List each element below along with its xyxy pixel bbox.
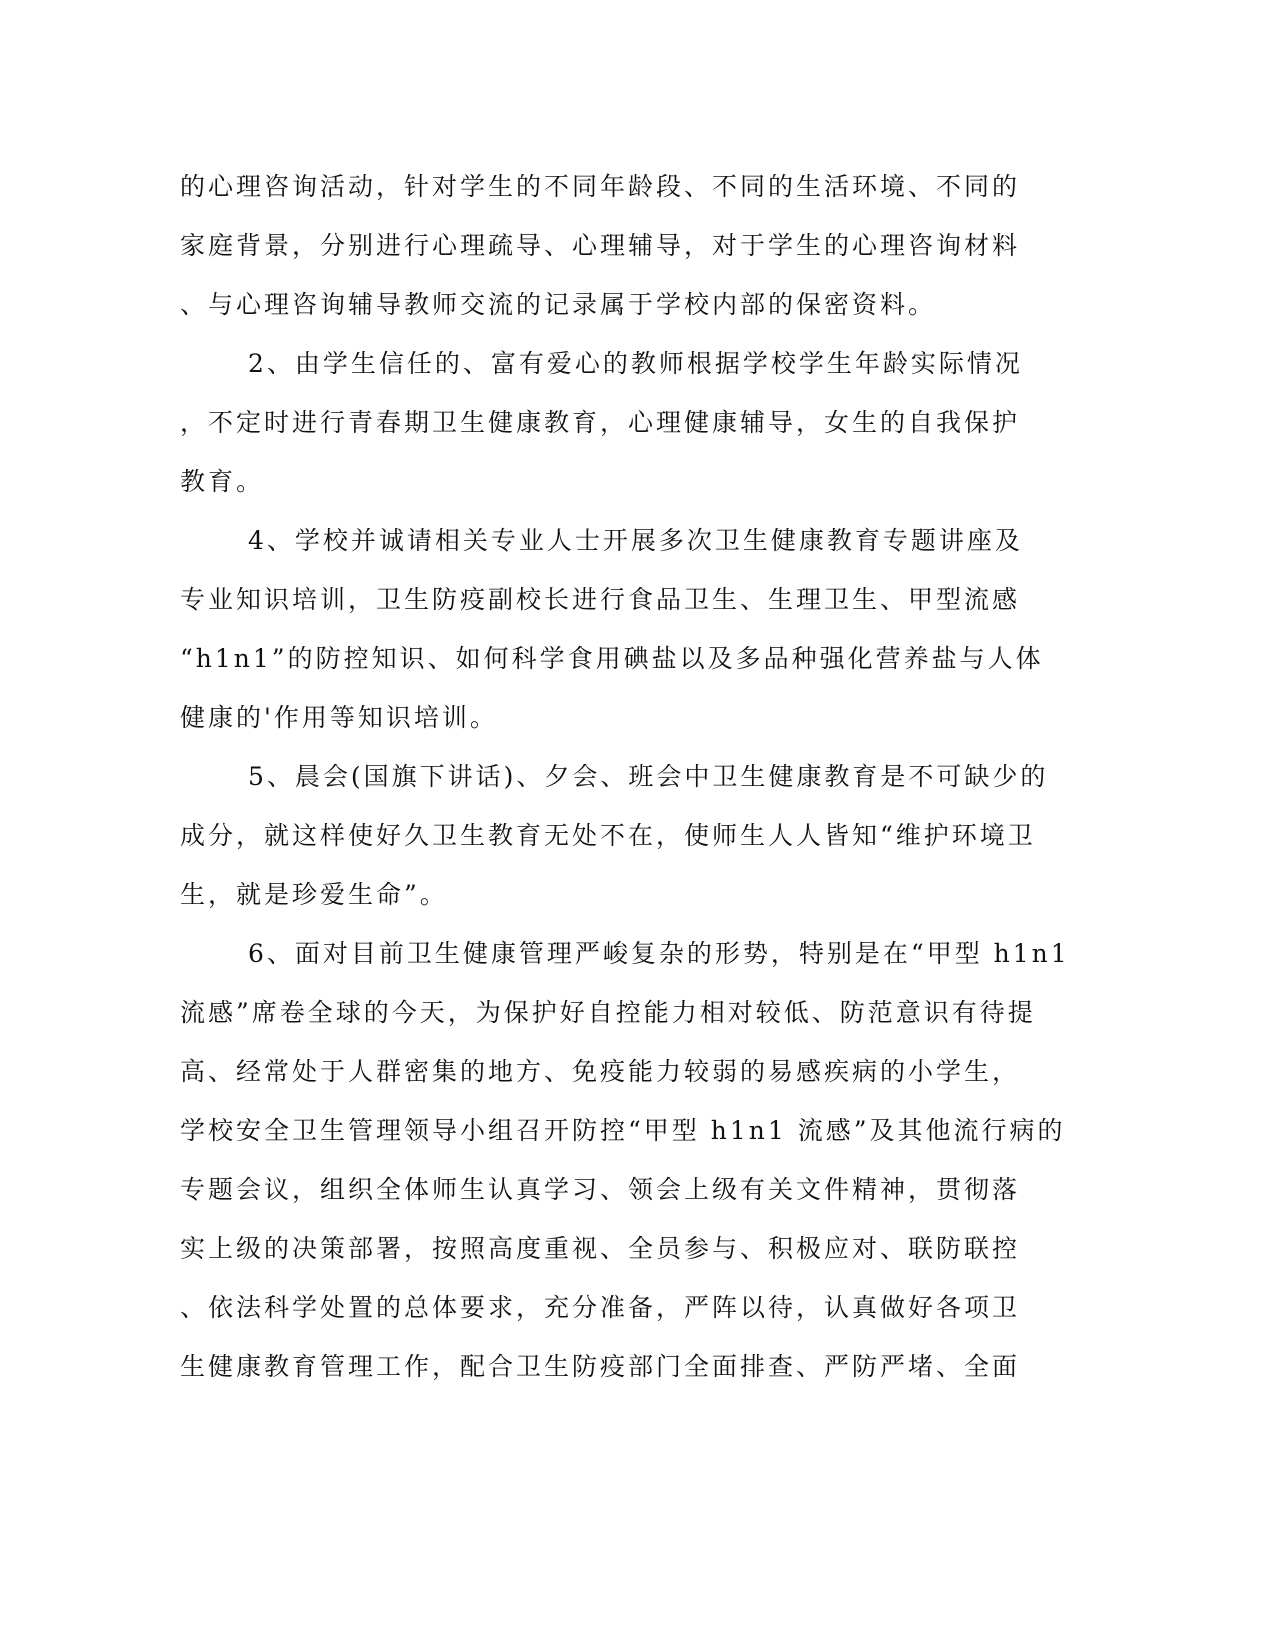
- text-line: 、依法科学处置的总体要求，充分准备，严阵以待，认真做好各项卫: [180, 1293, 1021, 1322]
- text-line: “h1n1”的防控知识、如何科学食用碘盐以及多品种强化营养盐与人体: [180, 644, 1044, 673]
- paragraph-first-line: 5、晨会(国旗下讲话)、夕会、班会中卫生健康教育是不可缺少的: [248, 762, 1049, 791]
- text-line: 的心理咨询活动，针对学生的不同年龄段、不同的生活环境、不同的: [180, 172, 1021, 201]
- text-line: 家庭背景，分别进行心理疏导、心理辅导，对于学生的心理咨询材料: [180, 231, 1021, 260]
- text-line: 专业知识培训，卫生防疫副校长进行食品卫生、生理卫生、甲型流感: [180, 585, 1021, 614]
- text-line: 学校安全卫生管理领导小组召开防控“甲型 h1n1 流感”及其他流行病的: [180, 1116, 1066, 1145]
- paragraph-first-line: 4、学校并诚请相关专业人士开展多次卫生健康教育专题讲座及: [248, 526, 1023, 555]
- text-line: 、与心理咨询辅导教师交流的记录属于学校内部的保密资料。: [180, 290, 937, 319]
- text-line: 生健康教育管理工作，配合卫生防疫部门全面排查、严防严堵、全面: [180, 1352, 1021, 1381]
- text-line: 实上级的决策部署，按照高度重视、全员参与、积极应对、联防联控: [180, 1234, 1021, 1263]
- document-body: [180, 157, 1070, 1396]
- paragraph-first-line: 2、由学生信任的、富有爱心的教师根据学校学生年龄实际情况: [248, 349, 1023, 378]
- text-line: ，不定时进行青春期卫生健康教育，心理健康辅导，女生的自我保护: [180, 408, 1021, 437]
- paragraph-first-line: 6、面对目前卫生健康管理严峻复杂的形势，特别是在“甲型 h1n1: [248, 939, 1070, 968]
- text-line: 教育。: [180, 467, 265, 496]
- text-line: 生，就是珍爱生命”。: [180, 880, 448, 909]
- text-line: 专题会议，组织全体师生认真学习、领会上级有关文件精神，贯彻落: [180, 1175, 1021, 1204]
- text-line: 高、经常处于人群密集的地方、免疫能力较弱的易感疾病的小学生，: [180, 1057, 1021, 1086]
- text-line: 健康的'作用等知识培训。: [180, 703, 498, 732]
- text-line: 流感”席卷全球的今天，为保护好自控能力相对较低、防范意识有待提: [180, 998, 1036, 1027]
- text-line: 成分，就这样使好久卫生教育无处不在，使师生人人皆知“维护环境卫: [180, 821, 1036, 850]
